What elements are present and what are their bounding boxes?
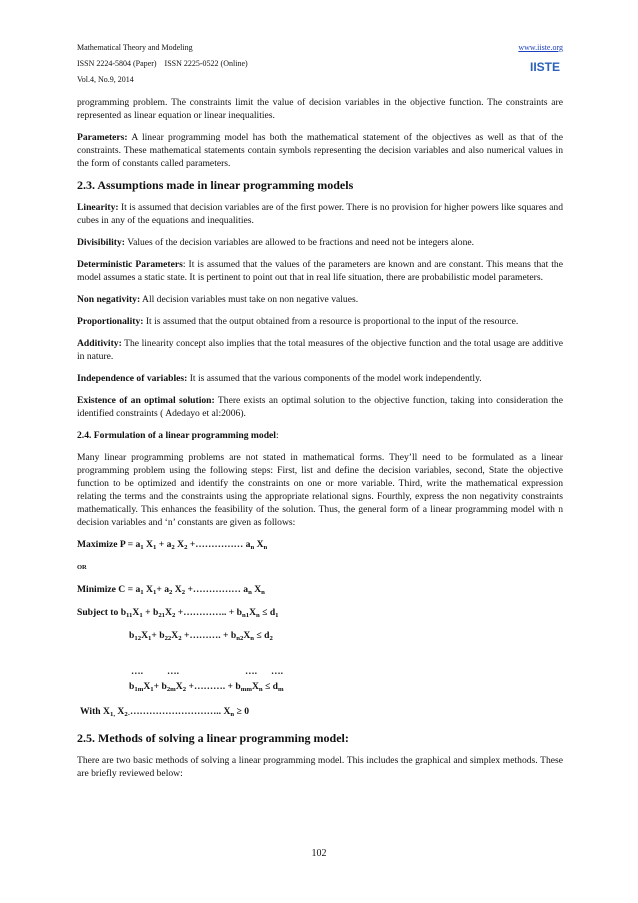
assumption-label: Divisibility:: [77, 237, 125, 248]
parameters-label: Parameters:: [77, 132, 128, 143]
eq-sub: 1: [140, 589, 144, 596]
eq-text: ……………………….. X: [129, 706, 231, 717]
assumption-label: Non negativity:: [77, 294, 141, 305]
eq-text: With X: [80, 706, 110, 717]
eq-text: X: [141, 630, 148, 641]
eq-text: X: [251, 681, 259, 692]
eq-sub: n1: [241, 612, 250, 619]
eq-sub: 2-: [124, 711, 130, 718]
eq-sub: 1: [139, 612, 143, 619]
eq-sub: n: [263, 544, 268, 551]
parameters-paragraph: [77, 131, 563, 170]
non-negativity-constraint: [77, 705, 563, 718]
assumption-text: The linearity concept also implies that the total measures of the objective function and the total usage are additive in nature.: [77, 338, 563, 362]
eq-text: Minimize C = a: [77, 584, 141, 595]
dots: ….: [245, 666, 257, 677]
eq-sub: 2: [184, 544, 188, 551]
or-separator: OR: [77, 564, 87, 571]
dots: ….: [167, 666, 179, 677]
assumption-text: : It is assumed that the values of the parameters are known and are constant. This means that the model assumes a static state. It is pertinent to point out that in real life situation, there are probabilistic model parameters.: [77, 259, 563, 283]
assumption-text: All decision variables must take on non negative values.: [140, 294, 359, 305]
eq-sub: 2: [178, 635, 182, 642]
eq-text: X: [175, 681, 183, 692]
eq-sub: 2m: [166, 686, 176, 693]
eq-sub: n2: [236, 635, 244, 642]
eq-text: Maximize P = a: [77, 539, 141, 550]
assumption-paragraph: [77, 372, 563, 385]
assumption-text: It is assumed that the various components of the model work independently.: [187, 373, 482, 384]
intro-paragraph: programming problem. The constraints limit the value of decision variables in the objective function. The constraints are represented as linear equation or linear inequalities.: [77, 97, 563, 121]
eq-text: X: [143, 681, 151, 692]
eq-text: ≤ d: [254, 630, 270, 641]
eq-text: X: [165, 607, 172, 618]
eq-text: X: [243, 630, 251, 641]
assumption-text: There exists an optimal solution to the objective function, taking into consideration the identified constraints ( Adedayo et al:2006).: [77, 395, 563, 419]
eq-sub: 12: [134, 635, 142, 642]
eq-text: +………. + b: [186, 681, 241, 692]
eq-sub: 1,: [109, 711, 115, 718]
eq-sub: n: [256, 612, 260, 619]
eq-sub: n: [230, 711, 235, 718]
methods-paragraph: There are two basic methods of solving a linear programming model. This includes the graphical and simplex methods. These are briefly reviewed below:: [77, 755, 563, 779]
eq-text: + a: [156, 584, 170, 595]
dots: ….: [271, 666, 283, 677]
eq-text: + a: [156, 539, 172, 550]
eq-text: b: [129, 681, 135, 692]
eq-sub: 2: [169, 589, 173, 596]
eq-text: + b: [153, 681, 167, 692]
subject-to-constraint: [77, 606, 563, 619]
assumption-label: Existence of an optimal solution:: [77, 395, 215, 406]
constraint-2: [77, 629, 563, 642]
eq-sub: 1: [148, 635, 152, 642]
formulation-paragraph: Many linear programming problems are not stated in mathematical forms. They’ll need to be formulated as a linear programming problem using the following steps: First, list and define the decision variables, second, State the objective function to be optimized and identify the constraints on one or more variable. Third, write the mathematical expression relating the terms and the constraints using the appropriate relational signs. Fourthly, express the non negativity constraints mathematically. This enhances the feasibility of the solution. Thus, the general form of a linear programming model with n decision variables and ‘n’ constants are given as follows:: [77, 452, 563, 528]
assumption-text: It is assumed that decision variables are of the first power. There is no provision for higher powers like squares and cubes in any of the equations and inequalities.: [77, 202, 563, 226]
eq-text: X: [115, 706, 125, 717]
eq-text: +…………… a: [185, 584, 249, 595]
eq-text: X: [172, 584, 182, 595]
page-body: [77, 96, 563, 789]
eq-sub: 2: [171, 612, 176, 619]
logo-text: IISTE: [529, 60, 561, 74]
eq-sub: m: [278, 686, 284, 693]
eq-sub: 2: [269, 635, 273, 642]
eq-text: X: [174, 539, 185, 550]
section-2-4-colon: :: [275, 430, 279, 441]
maximize-equation: [77, 538, 563, 551]
assumption-text: It is assumed that the output obtained from a resource is proportional to the input of the resource.: [143, 316, 519, 327]
dots: ….: [131, 666, 143, 677]
section-2-3-heading: 2.3. Assumptions made in linear programming models: [77, 178, 354, 192]
eq-text: X: [143, 584, 153, 595]
eq-sub: 2: [182, 686, 187, 693]
eq-text: X: [132, 607, 140, 618]
eq-sub: 1: [275, 612, 279, 619]
eq-sub: 1m: [134, 686, 144, 693]
eq-text: ≥ 0: [234, 706, 250, 717]
eq-sub: 22: [164, 635, 172, 642]
assumption-paragraph: [77, 201, 563, 227]
eq-sub: 2: [181, 589, 186, 596]
assumption-paragraph: [77, 236, 563, 249]
eq-text: + b: [151, 630, 165, 641]
constraint-m: [77, 680, 563, 693]
assumption-label: Linearity:: [77, 202, 119, 213]
eq-text: +………. + b: [181, 630, 237, 641]
eq-sub: 1: [152, 589, 157, 596]
ellipsis-row: [77, 652, 563, 680]
eq-sub: 21: [158, 612, 166, 619]
eq-sub: n: [248, 589, 252, 596]
eq-text: +………….. + b: [175, 607, 242, 618]
minimize-equation: [77, 583, 563, 596]
volume-line: Vol.4, No.9, 2014: [77, 75, 134, 84]
eq-text: Subject to b: [77, 607, 127, 618]
eq-sub: 1: [152, 544, 157, 551]
eq-sub: 1: [150, 686, 154, 693]
eq-sub: n: [261, 589, 265, 596]
journal-title: Mathematical Theory and Modeling: [77, 43, 193, 52]
eq-text: + b: [142, 607, 159, 618]
eq-text: ≤ d: [259, 607, 276, 618]
assumption-label: Deterministic Parameters: [77, 259, 183, 270]
page-number: 102: [311, 848, 327, 859]
assumption-paragraph: [77, 337, 563, 363]
section-2-4-heading: [77, 429, 563, 442]
eq-sub: n: [250, 544, 255, 551]
assumption-label: Additivity:: [77, 338, 122, 349]
eq-sub: 1: [140, 544, 144, 551]
parameters-text: A linear programming model has both the mathematical statement of the objectives as well as that of the constraints. These mathematical statements contain symbols representing the decision variables and also numerical values in the form of constants called parameters.: [77, 132, 563, 169]
eq-sub: 11: [126, 612, 133, 619]
eq-text: X: [143, 539, 153, 550]
assumption-paragraph: [77, 315, 563, 328]
journal-url-link[interactable]: www.iiste.org: [518, 43, 563, 52]
eq-text: X: [249, 607, 257, 618]
issn-line: ISSN 2224-5804 (Paper) ISSN 2225-0522 (Online): [77, 59, 248, 68]
assumption-text: Values of the decision variables are allowed to be fractions and need not be integers alone.: [124, 237, 475, 248]
page-header: [77, 40, 567, 96]
eq-text: b: [129, 630, 135, 641]
eq-text: +…………… a: [187, 539, 251, 550]
assumption-label: Independence of variables:: [77, 373, 188, 384]
assumption-label: Proportionality:: [77, 316, 144, 327]
eq-text: X: [251, 584, 262, 595]
eq-text: ≤ d: [262, 681, 279, 692]
section-2-4-title: 2.4. Formulation of a linear programming model: [77, 430, 276, 441]
eq-sub: n: [250, 635, 255, 642]
iiste-logo: [527, 57, 563, 75]
eq-sub: 2: [171, 544, 175, 551]
section-2-5-heading: 2.5. Methods of solving a linear programming model:: [77, 731, 349, 745]
assumption-paragraph: [77, 258, 563, 284]
eq-sub: n: [258, 686, 263, 693]
eq-text: X: [171, 630, 179, 641]
eq-sub: mm: [240, 686, 252, 693]
eq-text: X: [254, 539, 264, 550]
assumption-paragraph: [77, 394, 563, 420]
assumption-paragraph: [77, 293, 563, 306]
